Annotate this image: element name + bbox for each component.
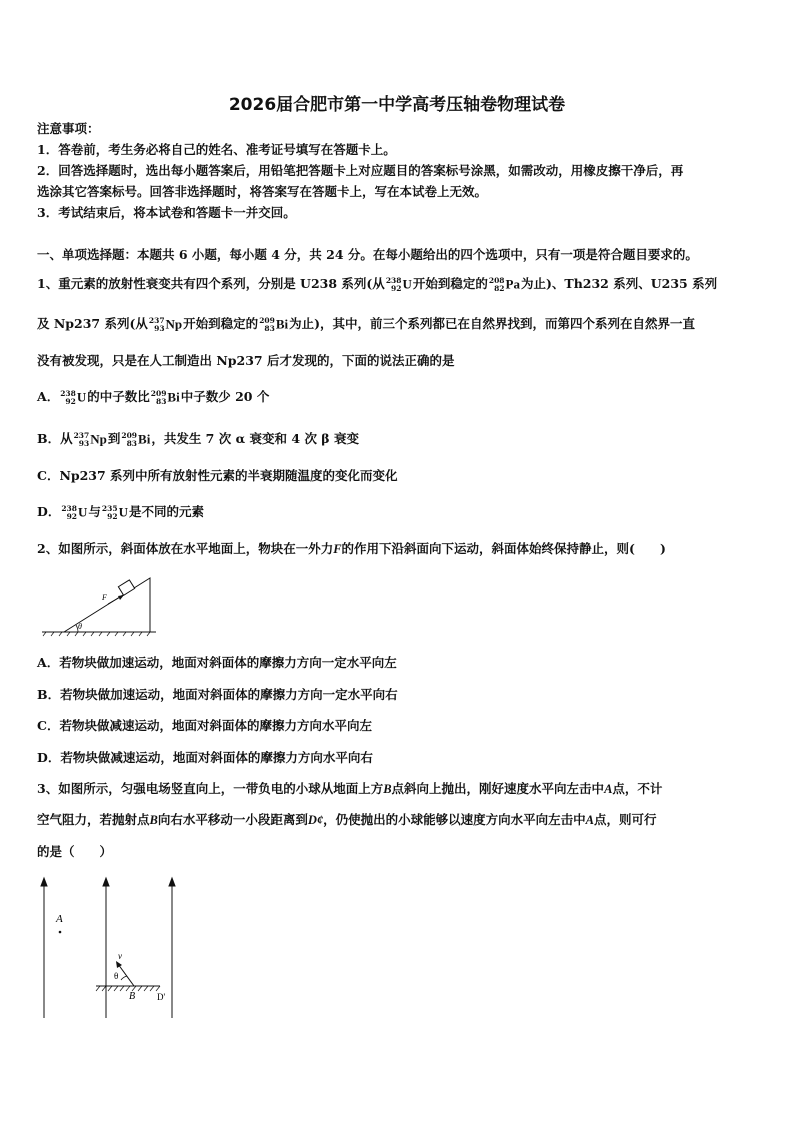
isotope-bi209: 209 83 Bi: [150, 388, 180, 406]
section-heading: 一、单项选择题：本题共 6 小题，每小题 4 分，共 24 分。在每小题给出的四个选项中，只有一项是符合题目要求的。: [37, 247, 698, 262]
q2-option-a: A．若物块做加速运动，地面对斜面体的摩擦力方向一定水平向左: [37, 655, 397, 670]
q2-option-c: C．若物块做减速运动，地面对斜面体的摩擦力方向水平向左: [37, 718, 372, 733]
isotope-u238: 238 92 U: [385, 275, 412, 293]
q2-stem: 2、如图所示，斜面体放在水平地面上，物块在一外力F的作用下沿斜面向下运动，斜面体始终保持静止，则( ): [37, 541, 666, 556]
isotope-u238: 238 92 U: [60, 388, 87, 406]
q1-option-b: B．从 237 93 Np到 209 83 Bi，共发生 7 次 α 衰变和 4 次 β 衰变: [37, 430, 359, 448]
electric-field-diagram: [36, 876, 186, 1022]
angle-arc: [121, 976, 127, 980]
q2-option-d: D．若物块做减速运动，地面对斜面体的摩擦力方向水平向右: [37, 750, 373, 765]
notice-item-2: 2．回答选择题时，选出每小题答案后，用铅笔把答题卡上对应题目的答案标号涂黑，如需改动，用橡皮擦干净后，再: [37, 163, 684, 178]
velocity-arrowhead: [116, 961, 122, 968]
incline-diagram: [40, 572, 160, 638]
isotope-bi209: 209 83 Bi: [121, 430, 151, 448]
isotope-u235: 235 92 U: [101, 503, 128, 521]
q1-line-3: 没有被发现，只是在人工制造出 Np237 后才发现的，下面的说法正确的是: [37, 353, 455, 368]
point-d-label: D': [157, 992, 166, 1002]
velocity-label: v: [118, 951, 122, 961]
isotope-np237: 237 93 Np: [73, 430, 107, 448]
isotope-u238: 238 92 U: [61, 503, 88, 521]
point-a: [59, 931, 62, 934]
point-b-label: B: [129, 991, 136, 1002]
q1-line-2: 及 Np237 系列(从 237 93 Np开始到稳定的 209 83 Bi为止)，其中，前三个系列都已在自然界找到，而第四个系列在自然界一直: [37, 315, 696, 333]
theta-label: θ: [114, 971, 119, 981]
q1-line-1: 1、重元素的放射性衰变共有四个系列，分别是 U238 系列(从 238 92 U开始到稳定的 208 82 Pa为止)、Th232 系列、U235 系列: [37, 275, 718, 293]
notice-item-2-cont: 选涂其它答案标号。回答非选择题时，将答案写在答题卡上，写在本试卷上无效。: [37, 184, 488, 199]
isotope-np237: 237 93 Np: [148, 315, 183, 333]
force-label: F: [102, 593, 107, 602]
q1-option-c: C．Np237 系列中所有放射性元素的半衰期随温度的变化而变化: [37, 468, 398, 483]
isotope-pa208: 208 82 Pa: [488, 275, 520, 293]
page-title: 2026届合肥市第一中学高考压轴卷物理试卷: [228, 95, 566, 115]
field-lines: [41, 878, 175, 1018]
q3-line-3: 的是（ ）: [37, 844, 113, 859]
notice-item-1: 1．答卷前，考生务必将自己的姓名、准考证号填写在答题卡上。: [37, 142, 396, 157]
incline-wedge: [64, 578, 150, 632]
q1-option-a: A． 238 92 U的中子数比 209 83 Bi中子数少 20 个: [37, 388, 270, 406]
notice-heading: 注意事项：: [37, 121, 100, 136]
ground-hatching: [43, 632, 150, 636]
theta-label: θ: [78, 622, 82, 631]
q3-line-2: 空气阻力，若抛射点B向右水平移动一小段距离到D¢，仍使抛出的小球能够以速度方向水平向左击中A点，则可行: [37, 812, 657, 827]
block: [118, 580, 134, 595]
isotope-bi209: 209 83 Bi: [259, 315, 289, 333]
q1-option-d: D． 238 92 U与 235 92 U是不同的元素: [37, 503, 204, 521]
q3-line-1: 3、如图所示，匀强电场竖直向上，一带负电的小球从地面上方B点斜向上抛出，刚好速度水平向左击中A点，不计: [37, 781, 663, 796]
force-arrowhead: [118, 595, 124, 600]
point-a-label: A: [56, 913, 63, 925]
q2-option-b: B．若物块做加速运动，地面对斜面体的摩擦力方向一定水平向右: [37, 687, 398, 702]
velocity-arrow: [118, 964, 134, 986]
notice-item-3: 3．考试结束后，将本试卷和答题卡一并交回。: [37, 205, 296, 220]
